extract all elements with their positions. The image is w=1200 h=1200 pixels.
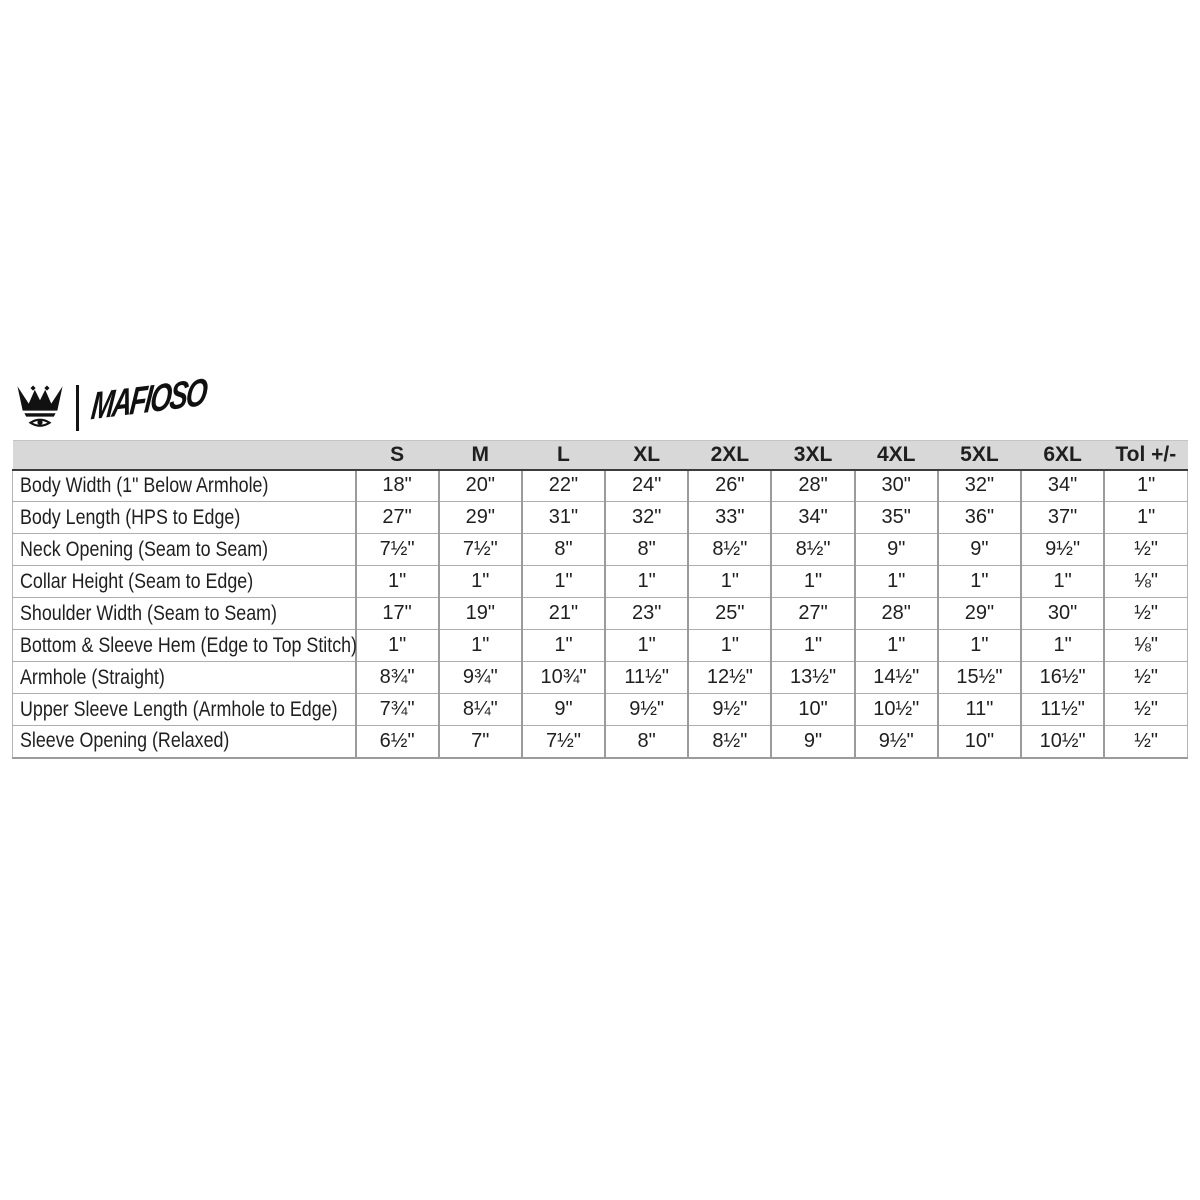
measurement-value-cell: 12½" <box>688 662 771 694</box>
measurement-value-cell: 23" <box>605 598 688 630</box>
measurement-value-cell: 1" <box>356 566 439 598</box>
measurement-label: Body Width (1" Below Armhole) <box>13 470 356 502</box>
header-label-spacer <box>13 441 356 470</box>
size-column-header: 2XL <box>688 441 771 470</box>
measurement-value-cell: 7½" <box>522 726 605 758</box>
measurement-label: Bottom & Sleeve Hem (Edge to Top Stitch) <box>13 630 356 662</box>
measurement-value-cell: 1" <box>605 630 688 662</box>
measurement-value-cell: 8½" <box>688 726 771 758</box>
measurement-value-cell: 6½" <box>356 726 439 758</box>
measurement-value-cell: 30" <box>855 470 938 502</box>
measurement-value-cell: 34" <box>1021 470 1104 502</box>
measurement-value-cell: ½" <box>1104 662 1187 694</box>
measurement-value-cell: 9" <box>522 694 605 726</box>
measurement-value-cell: 9½" <box>688 694 771 726</box>
size-chart-table <box>12 440 1188 759</box>
measurement-label: Body Length (HPS to Edge) <box>13 502 356 534</box>
brand-logo <box>14 370 209 434</box>
measurement-value-cell: 22" <box>522 470 605 502</box>
measurement-value-cell: 7½" <box>439 534 522 566</box>
measurement-value-cell: 8½" <box>771 534 854 566</box>
measurement-value-cell: 24" <box>605 470 688 502</box>
measurement-value-cell: 10" <box>771 694 854 726</box>
measurement-value-cell: 10½" <box>855 694 938 726</box>
measurement-row <box>13 566 1188 598</box>
measurement-label: Upper Sleeve Length (Armhole to Edge) <box>13 694 356 726</box>
measurement-value-cell: 1" <box>1104 470 1187 502</box>
measurement-row <box>13 598 1188 630</box>
measurement-value-cell: 1" <box>522 630 605 662</box>
measurement-value-cell: 1" <box>439 566 522 598</box>
measurement-value-cell: 26" <box>688 470 771 502</box>
measurement-value-cell: 1" <box>1021 630 1104 662</box>
measurement-value-cell: 1" <box>688 630 771 662</box>
measurement-value-cell: 1" <box>688 566 771 598</box>
measurement-value-cell: 7½" <box>356 534 439 566</box>
measurement-value-cell: 27" <box>356 502 439 534</box>
measurement-value-cell: 31" <box>522 502 605 534</box>
measurement-value-cell: 1" <box>356 630 439 662</box>
size-column-header: 5XL <box>938 441 1021 470</box>
measurement-row <box>13 502 1188 534</box>
measurement-label: Sleeve Opening (Relaxed) <box>13 726 356 758</box>
brand-wordmark: MAFIOSO <box>89 370 209 428</box>
measurement-value-cell: 20" <box>439 470 522 502</box>
measurement-value-cell: 1" <box>439 630 522 662</box>
measurement-value-cell: 1" <box>855 566 938 598</box>
measurement-value-cell: 1" <box>1021 566 1104 598</box>
size-chart-body <box>13 470 1188 758</box>
measurement-value-cell: ⅛" <box>1104 566 1187 598</box>
measurement-value-cell: 1" <box>771 630 854 662</box>
measurement-value-cell: 18" <box>356 470 439 502</box>
measurement-row <box>13 470 1188 502</box>
measurement-value-cell: ½" <box>1104 534 1187 566</box>
measurement-value-cell: 1" <box>855 630 938 662</box>
measurement-row <box>13 630 1188 662</box>
measurement-value-cell: 33" <box>688 502 771 534</box>
measurement-value-cell: 7" <box>439 726 522 758</box>
measurement-value-cell: 9" <box>938 534 1021 566</box>
measurement-value-cell: 29" <box>938 598 1021 630</box>
measurement-value-cell: 9½" <box>855 726 938 758</box>
measurement-value-cell: 9½" <box>605 694 688 726</box>
measurement-value-cell: 11½" <box>605 662 688 694</box>
measurement-value-cell: 32" <box>938 470 1021 502</box>
measurement-value-cell: 11½" <box>1021 694 1104 726</box>
measurement-value-cell: 9¾" <box>439 662 522 694</box>
size-column-header: XL <box>605 441 688 470</box>
measurement-value-cell: 13½" <box>771 662 854 694</box>
measurement-value-cell: 10¾" <box>522 662 605 694</box>
measurement-value-cell: 14½" <box>855 662 938 694</box>
measurement-value-cell: 34" <box>771 502 854 534</box>
size-column-header: 3XL <box>771 441 854 470</box>
measurement-value-cell: 28" <box>771 470 854 502</box>
measurement-value-cell: 32" <box>605 502 688 534</box>
measurement-value-cell: 1" <box>938 566 1021 598</box>
measurement-value-cell: ½" <box>1104 598 1187 630</box>
measurement-row <box>13 662 1188 694</box>
measurement-value-cell: 1" <box>1104 502 1187 534</box>
measurement-value-cell: 8¾" <box>356 662 439 694</box>
size-column-header: S <box>356 441 439 470</box>
measurement-value-cell: 7¾" <box>356 694 439 726</box>
measurement-value-cell: 28" <box>855 598 938 630</box>
measurement-value-cell: 16½" <box>1021 662 1104 694</box>
measurement-value-cell: 1" <box>938 630 1021 662</box>
measurement-value-cell: 8" <box>522 534 605 566</box>
measurement-value-cell: 37" <box>1021 502 1104 534</box>
measurement-value-cell: 8" <box>605 534 688 566</box>
measurement-label: Collar Height (Seam to Edge) <box>13 566 356 598</box>
measurement-label: Shoulder Width (Seam to Seam) <box>13 598 356 630</box>
measurement-value-cell: 1" <box>605 566 688 598</box>
measurement-value-cell: 15½" <box>938 662 1021 694</box>
size-column-header: Tol +/- <box>1104 441 1187 470</box>
measurement-value-cell: 19" <box>439 598 522 630</box>
measurement-value-cell: 10" <box>938 726 1021 758</box>
measurement-value-cell: 21" <box>522 598 605 630</box>
size-column-header: 4XL <box>855 441 938 470</box>
size-column-header: 6XL <box>1021 441 1104 470</box>
measurement-value-cell: 27" <box>771 598 854 630</box>
measurement-row <box>13 694 1188 726</box>
measurement-value-cell: 8" <box>605 726 688 758</box>
size-column-header: M <box>439 441 522 470</box>
measurement-value-cell: 25" <box>688 598 771 630</box>
logo-divider <box>76 385 79 431</box>
measurement-value-cell: ½" <box>1104 726 1187 758</box>
measurement-value-cell: 35" <box>855 502 938 534</box>
measurement-value-cell: 9" <box>771 726 854 758</box>
measurement-value-cell: 8½" <box>688 534 771 566</box>
measurement-row <box>13 534 1188 566</box>
header-row <box>13 441 1188 470</box>
measurement-value-cell: 10½" <box>1021 726 1104 758</box>
crown-eye-icon <box>14 383 66 433</box>
measurement-label: Armhole (Straight) <box>13 662 356 694</box>
measurement-value-cell: ½" <box>1104 694 1187 726</box>
measurement-value-cell: 9" <box>855 534 938 566</box>
measurement-row <box>13 726 1188 758</box>
size-column-header: L <box>522 441 605 470</box>
measurement-value-cell: 1" <box>522 566 605 598</box>
measurement-value-cell: ⅛" <box>1104 630 1187 662</box>
measurement-value-cell: 17" <box>356 598 439 630</box>
measurement-value-cell: 8¼" <box>439 694 522 726</box>
measurement-value-cell: 30" <box>1021 598 1104 630</box>
measurement-value-cell: 9½" <box>1021 534 1104 566</box>
measurement-value-cell: 11" <box>938 694 1021 726</box>
measurement-value-cell: 36" <box>938 502 1021 534</box>
measurement-label: Neck Opening (Seam to Seam) <box>13 534 356 566</box>
measurement-value-cell: 1" <box>771 566 854 598</box>
measurement-value-cell: 29" <box>439 502 522 534</box>
